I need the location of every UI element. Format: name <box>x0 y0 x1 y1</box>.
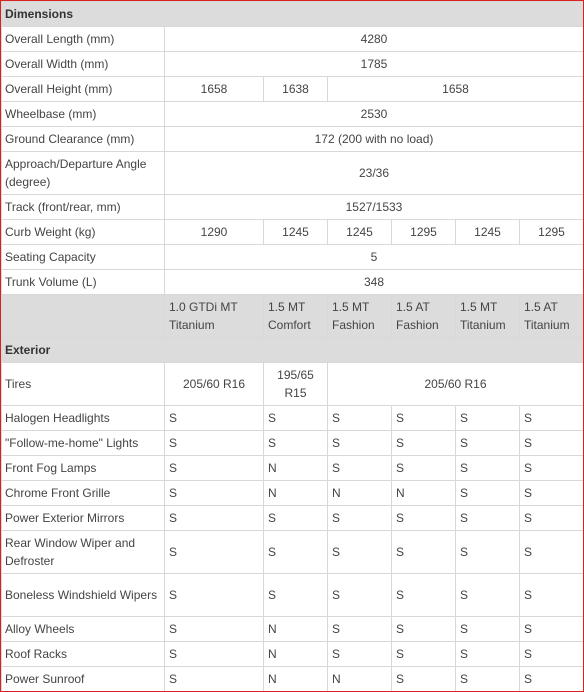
cell-value: S <box>520 406 584 431</box>
table-row <box>2 506 584 531</box>
cell-value: S <box>165 506 264 531</box>
cell-value: S <box>328 506 392 531</box>
row-label: Tires <box>2 363 165 406</box>
row-label: Track (front/rear, mm) <box>2 195 165 220</box>
table-row <box>2 152 584 195</box>
cell-value: 1245 <box>456 220 520 245</box>
cell-value: S <box>520 506 584 531</box>
cell-value: 1658 <box>165 77 264 102</box>
cell-value: S <box>165 667 264 692</box>
cell-value: S <box>328 406 392 431</box>
cell-value: S <box>264 574 328 617</box>
cell-value: S <box>456 506 520 531</box>
trim-name: 1.0 GTDi MT Titanium <box>165 295 264 338</box>
trim-name: 1.5 AT Fashion <box>392 295 456 338</box>
table-row <box>2 363 584 406</box>
cell-value: S <box>165 574 264 617</box>
cell-value: S <box>392 506 456 531</box>
cell-value: 1295 <box>392 220 456 245</box>
cell-value: N <box>264 456 328 481</box>
cell-value: S <box>264 406 328 431</box>
cell-value: N <box>328 481 392 506</box>
table-row <box>2 220 584 245</box>
cell-value: S <box>264 431 328 456</box>
cell-value: S <box>456 667 520 692</box>
cell-value: S <box>328 456 392 481</box>
cell-value: 1245 <box>328 220 392 245</box>
table-row <box>2 456 584 481</box>
table-row <box>2 127 584 152</box>
cell-value: 23/36 <box>165 152 584 195</box>
cell-value: S <box>392 431 456 456</box>
cell-value: 5 <box>165 245 584 270</box>
cell-value: S <box>165 481 264 506</box>
table-row <box>2 102 584 127</box>
table-row <box>2 406 584 431</box>
cell-value: S <box>456 481 520 506</box>
row-label: Overall Length (mm) <box>2 27 165 52</box>
cell-value: 1638 <box>264 77 328 102</box>
cell-value: S <box>456 617 520 642</box>
table-row <box>2 27 584 52</box>
cell-value: S <box>328 617 392 642</box>
cell-value: N <box>264 667 328 692</box>
cell-value: 1658 <box>328 77 584 102</box>
section-header-dimensions <box>2 2 584 27</box>
table-row <box>2 481 584 506</box>
cell-value: S <box>456 456 520 481</box>
row-label: Chrome Front Grille <box>2 481 165 506</box>
cell-value: S <box>520 481 584 506</box>
cell-value: S <box>520 574 584 617</box>
cell-value: 205/60 R16 <box>165 363 264 406</box>
cell-value: S <box>392 642 456 667</box>
cell-value: S <box>165 642 264 667</box>
row-label: Ground Clearance (mm) <box>2 127 165 152</box>
trim-name: 1.5 MT Fashion <box>328 295 392 338</box>
row-label: Front Fog Lamps <box>2 456 165 481</box>
cell-value: S <box>328 431 392 456</box>
cell-value: 2530 <box>165 102 584 127</box>
cell-value: S <box>520 456 584 481</box>
table-row <box>2 574 584 617</box>
row-label: "Follow-me-home" Lights <box>2 431 165 456</box>
trim-header-row <box>2 295 584 338</box>
cell-value: S <box>392 531 456 574</box>
row-label: Halogen Headlights <box>2 406 165 431</box>
cell-value: S <box>165 431 264 456</box>
cell-value: N <box>264 642 328 667</box>
cell-value: S <box>456 531 520 574</box>
table-row <box>2 642 584 667</box>
row-label: Boneless Windshield Wipers <box>2 574 165 617</box>
cell-value: N <box>328 667 392 692</box>
trim-header-blank <box>2 295 165 338</box>
table-row <box>2 77 584 102</box>
row-label: Seating Capacity <box>2 245 165 270</box>
cell-value: S <box>520 642 584 667</box>
cell-value: 1295 <box>520 220 584 245</box>
trim-name: 1.5 MT Comfort <box>264 295 328 338</box>
cell-value: 1290 <box>165 220 264 245</box>
cell-value: S <box>328 574 392 617</box>
cell-value: S <box>264 531 328 574</box>
cell-value: S <box>165 406 264 431</box>
cell-value: 1785 <box>165 52 584 77</box>
row-label: Trunk Volume (L) <box>2 270 165 295</box>
cell-value: S <box>456 574 520 617</box>
row-label: Overall Width (mm) <box>2 52 165 77</box>
cell-value: S <box>165 617 264 642</box>
cell-value: N <box>392 481 456 506</box>
cell-value: S <box>392 574 456 617</box>
cell-value: S <box>520 531 584 574</box>
row-label: Roof Racks <box>2 642 165 667</box>
row-label: Wheelbase (mm) <box>2 102 165 127</box>
cell-value: S <box>328 531 392 574</box>
cell-value: 195/65 R15 <box>264 363 328 406</box>
row-label: Overall Height (mm) <box>2 77 165 102</box>
cell-value: 1245 <box>264 220 328 245</box>
cell-value: S <box>392 617 456 642</box>
cell-value: 172 (200 with no load) <box>165 127 584 152</box>
table-row <box>2 531 584 574</box>
cell-value: S <box>520 431 584 456</box>
cell-value: S <box>264 506 328 531</box>
table-row <box>2 195 584 220</box>
cell-value: S <box>520 667 584 692</box>
table-row <box>2 431 584 456</box>
cell-value: S <box>165 531 264 574</box>
cell-value: 205/60 R16 <box>328 363 584 406</box>
section-title: Dimensions <box>2 2 584 27</box>
table-row <box>2 52 584 77</box>
row-label: Approach/Departure Angle (degree) <box>2 152 165 195</box>
cell-value: 1527/1533 <box>165 195 584 220</box>
cell-value: S <box>392 406 456 431</box>
cell-value: S <box>165 456 264 481</box>
row-label: Alloy Wheels <box>2 617 165 642</box>
cell-value: S <box>392 667 456 692</box>
cell-value: S <box>328 642 392 667</box>
row-label: Power Sunroof <box>2 667 165 692</box>
spec-table <box>1 1 584 692</box>
trim-name: 1.5 AT Titanium <box>520 295 584 338</box>
cell-value: S <box>456 406 520 431</box>
cell-value: 4280 <box>165 27 584 52</box>
cell-value: N <box>264 617 328 642</box>
cell-value: S <box>456 642 520 667</box>
table-row <box>2 270 584 295</box>
section-header-exterior <box>2 338 584 363</box>
table-row <box>2 667 584 692</box>
row-label: Curb Weight (kg) <box>2 220 165 245</box>
trim-name: 1.5 MT Titanium <box>456 295 520 338</box>
cell-value: 348 <box>165 270 584 295</box>
cell-value: S <box>392 456 456 481</box>
cell-value: N <box>264 481 328 506</box>
row-label: Rear Window Wiper and Defroster <box>2 531 165 574</box>
section-title: Exterior <box>2 338 584 363</box>
table-row <box>2 245 584 270</box>
table-row <box>2 617 584 642</box>
cell-value: S <box>520 617 584 642</box>
cell-value: S <box>456 431 520 456</box>
row-label: Power Exterior Mirrors <box>2 506 165 531</box>
